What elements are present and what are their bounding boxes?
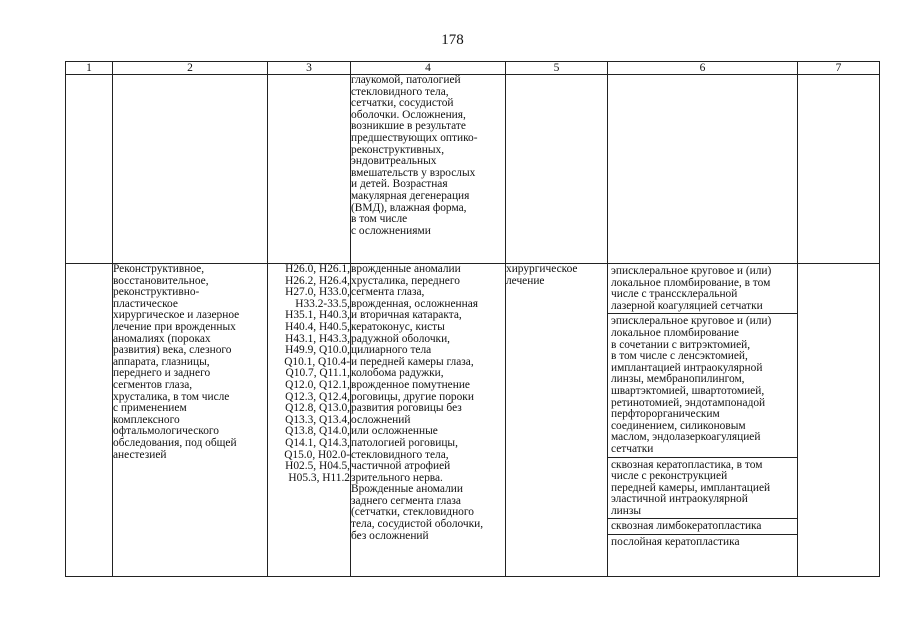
text-line: восстановительное,	[113, 274, 209, 287]
text-line: хирургическое	[506, 263, 578, 275]
text-line: локальное пломбирование, в том	[611, 276, 771, 289]
text-line: реконструктивных,	[351, 143, 445, 156]
text-line: и детей. Возрастная	[351, 178, 448, 191]
text-line: и вторичная катаракта,	[351, 309, 462, 322]
text-line: послойная кератопластика	[611, 536, 740, 549]
text-line: сетчатки, сосудистой	[351, 97, 454, 110]
text-line: аппарата, глазницы,	[113, 355, 210, 368]
text-line: Q12.3, Q12.4,	[285, 390, 350, 403]
text-line: имплантацией интраокулярной	[611, 361, 763, 374]
text-line: без осложнений	[351, 529, 429, 542]
text-line: пластическое	[113, 297, 178, 310]
text-line: H49.9, Q10.0,	[285, 344, 350, 357]
page-number: 178	[441, 32, 464, 48]
text-line: зрительного нерва.	[351, 471, 443, 484]
methods-list	[608, 264, 797, 550]
text-line: H05.3, H11.2	[288, 471, 350, 484]
text-line: роговицы, другие пороки	[351, 390, 474, 403]
text-line: передней камеры, имплантацией	[611, 481, 771, 494]
column-number: 5	[506, 62, 608, 75]
diagnosis-cell	[351, 264, 506, 577]
method-text	[608, 519, 797, 535]
method-text	[608, 535, 797, 550]
text-line: числе с транссклеральной	[611, 288, 738, 301]
text-line: H26.2, H26.4,	[285, 274, 350, 287]
column-number: 1	[66, 62, 113, 75]
text-line: Q10.1, Q10.4-	[284, 355, 350, 368]
text-line: перфторорганическим	[611, 408, 720, 421]
text-line: вмешательств у взрослых	[351, 166, 476, 179]
text-line: кератоконус, кисты	[351, 320, 445, 333]
text-line: H43.1, H43.3,	[285, 332, 350, 345]
text-line: переднего и заднего	[113, 367, 211, 380]
text-line: Реконструктивное,	[113, 263, 205, 275]
text-line: офтальмологического	[113, 425, 219, 438]
text-line: с осложнениями	[351, 224, 431, 237]
text-line: Врожденные аномалии	[351, 483, 463, 496]
text-line: сегмента глаза,	[351, 286, 425, 299]
text-line: стекловидного тела,	[351, 85, 449, 98]
text-line: комплексного	[113, 413, 180, 426]
diagnosis-continued-cell	[351, 75, 506, 264]
text-line: патологией роговицы,	[351, 436, 458, 449]
text-line: швартэктомией, швартотомией,	[611, 384, 765, 397]
text-line: H26.0, H26.1,	[285, 263, 350, 275]
text-line: хирургическое и лазерное	[113, 309, 240, 322]
text-line: H40.4, H40.5,	[285, 320, 350, 333]
text-line: Q13.8, Q14.0,	[285, 425, 350, 438]
treatment-type-cell	[506, 264, 608, 577]
text-line: радужной оболочки,	[351, 332, 451, 345]
text-line: или осложненные	[351, 425, 438, 438]
text-line: врожденное помутнение	[351, 378, 470, 391]
text-line: цилиарного тела	[351, 344, 432, 357]
text-line: аномалиях (пороках	[113, 332, 211, 345]
text-line: глаукомой, патологией	[351, 74, 461, 86]
text-line: ретинотомией, эндотампонадой	[611, 396, 766, 409]
text-line: сегментов глаза,	[113, 378, 193, 391]
text-line: лечение при врожденных	[113, 320, 236, 333]
text-line: Q12.0, Q12.1,	[285, 378, 350, 391]
text-line: эндовитреальных	[351, 155, 437, 168]
treatment-row	[66, 264, 880, 577]
methods-cell	[608, 264, 798, 577]
text-line: (сетчатки, стекловидного	[351, 506, 474, 519]
text-line: и передней камеры глаза,	[351, 355, 474, 368]
icd-codes-cell	[268, 264, 351, 577]
text-line: лечение	[506, 274, 545, 287]
method-item	[608, 264, 797, 314]
text-line: в том числе	[351, 213, 408, 226]
method-item	[608, 535, 797, 550]
text-line: тела, сосудистой оболочки,	[351, 518, 484, 531]
text-line: Q10.7, Q11.1,	[285, 367, 350, 380]
column-number: 6	[608, 62, 798, 75]
care-type-cell	[113, 264, 268, 577]
text-line: реконструктивно-	[113, 286, 200, 299]
text-line: осложнений	[351, 413, 411, 426]
method-item	[608, 457, 797, 519]
text-line: сквозная кератопластика, в том	[611, 458, 763, 471]
cell-empty	[798, 75, 880, 264]
text-line: локальное пломбирование	[611, 326, 739, 339]
cell-empty	[268, 75, 351, 264]
text-line: H02.5, H04.5,	[285, 460, 350, 473]
column-number: 4	[351, 62, 506, 75]
text-line: H27.0, H33.0,	[285, 286, 350, 299]
method-item	[608, 519, 797, 535]
text-line: Q14.1, Q14.3,	[285, 436, 350, 449]
text-line: стекловидного тела,	[351, 448, 449, 461]
text-line: обследования, под общей	[113, 436, 237, 449]
text-line: Q12.8, Q13.0,	[285, 402, 350, 415]
text-line: частичной атрофией	[351, 460, 451, 473]
text-line: в том числе с ленсэктомией,	[611, 350, 748, 363]
text-line: сетчатки	[611, 442, 654, 455]
text-line: соединением, силиконовым	[611, 419, 746, 432]
text-line: с применением	[113, 402, 187, 415]
cell-empty	[608, 75, 798, 264]
text-line: Q13.3, Q13.4,	[285, 413, 350, 426]
text-line: хрусталика, в том числе	[113, 390, 230, 403]
text-line: Q15.0, H02.0-	[284, 448, 350, 461]
method-text	[608, 264, 797, 314]
text-line: сквозная лимбокератопластика	[611, 520, 762, 533]
column-number: 2	[113, 62, 268, 75]
cell-empty	[66, 75, 113, 264]
text-line: развития) века, слезного	[113, 344, 232, 357]
text-line: H33.2-33.5,	[295, 297, 350, 310]
continued-row	[66, 75, 880, 264]
column-number-row	[66, 62, 880, 75]
text-line: лазерной коагуляцией сетчатки	[611, 299, 763, 312]
text-line: числе с реконструкцией	[611, 470, 728, 483]
text-line: заднего сегмента глаза	[351, 494, 461, 507]
text-line: маслом, эндолазеркоагуляцией	[611, 431, 761, 444]
method-text	[608, 314, 797, 457]
text-line: колобома радужки,	[351, 367, 444, 380]
text-line: макулярная дегенерация	[351, 189, 470, 202]
method-item	[608, 314, 797, 457]
text-line: анестезией	[113, 448, 167, 461]
text-line: эластичной интраокулярной	[611, 493, 748, 506]
text-line: эписклеральное круговое и (или)	[611, 265, 772, 277]
method-text	[608, 457, 797, 519]
text-line: врожденная, осложненная	[351, 297, 479, 310]
text-line: эписклеральное круговое и (или)	[611, 315, 772, 328]
text-line: H35.1, H40.3,	[285, 309, 350, 322]
column-number: 7	[798, 62, 880, 75]
text-line: предшествующих оптико-	[351, 131, 478, 144]
cell-empty	[113, 75, 268, 264]
text-line: врожденные аномалии	[351, 263, 461, 275]
text-line: (ВМД), влажная форма,	[351, 201, 467, 214]
text-line: возникшие в результате	[351, 120, 466, 133]
text-line: хрусталика, переднего	[351, 274, 460, 287]
text-line: оболочки. Осложнения,	[351, 108, 466, 121]
cell-empty	[66, 264, 113, 577]
cell-empty	[798, 264, 880, 577]
column-number: 3	[268, 62, 351, 75]
cell-empty	[506, 75, 608, 264]
text-line: линзы, мембранопилингом,	[611, 373, 745, 386]
text-line: в сочетании с витрэктомией,	[611, 338, 751, 351]
text-line: линзы	[611, 504, 642, 517]
text-line: развития роговицы без	[351, 402, 462, 415]
medical-care-table	[65, 61, 880, 577]
